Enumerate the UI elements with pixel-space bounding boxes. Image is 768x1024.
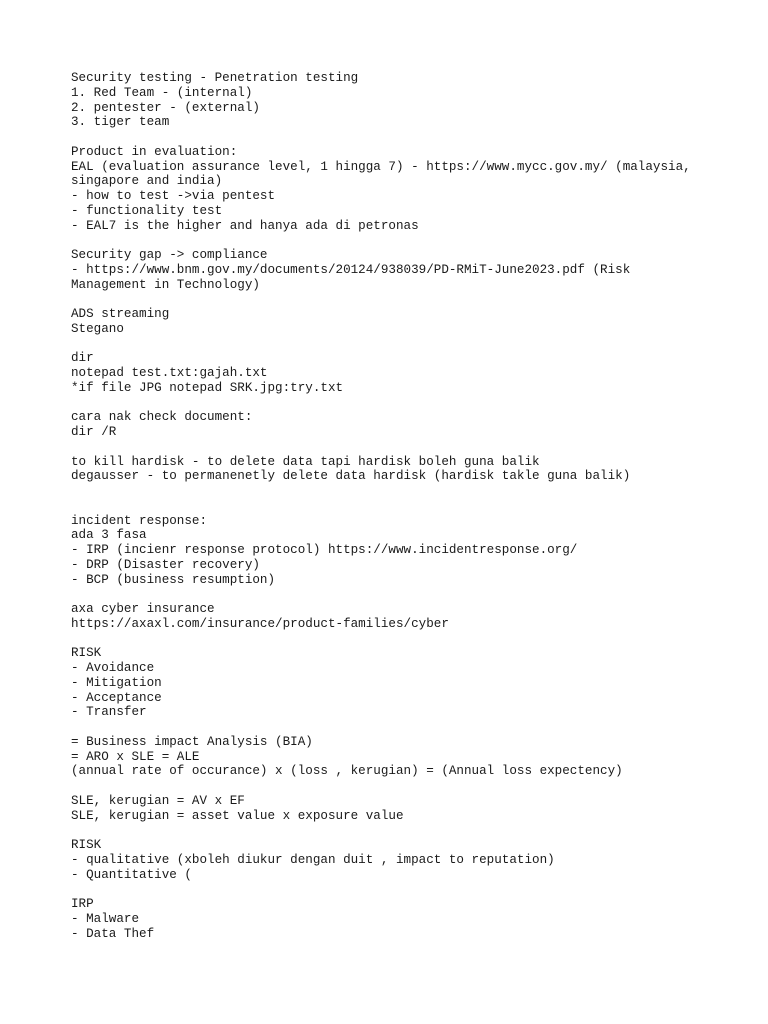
text-line: (annual rate of occurance) x (loss , kerugian) = (Annual loss expectency)	[71, 764, 623, 779]
text-line: - how to test ->via pentest	[71, 189, 276, 203]
text-line: Security testing - Penetration testing	[71, 71, 359, 85]
text-line: RISK	[71, 646, 102, 661]
text-line: - Malware	[71, 911, 140, 926]
text-line: notepad test.txt:gajah.txt	[71, 366, 268, 380]
blank-line	[71, 882, 751, 897]
text-line: - Mitigation	[71, 675, 162, 690]
document-page	[71, 71, 751, 941]
text-line: = ARO x SLE = ALE	[71, 749, 200, 764]
blank-line	[71, 292, 751, 307]
text-line: ada 3 fasa	[71, 528, 147, 543]
text-line: incident response:	[71, 513, 208, 528]
text-line: IRP	[71, 897, 94, 911]
text-line: cara nak check document:	[71, 410, 253, 425]
blank-line	[71, 337, 751, 352]
text-line: SLE, kerugian = asset value x exposure value	[71, 808, 404, 823]
text-line: - Transfer	[71, 705, 147, 720]
blank-line	[71, 484, 751, 499]
text-line: Management in Technology)	[71, 277, 260, 292]
text-line: - Data Thef	[71, 926, 155, 941]
blank-line	[71, 499, 751, 514]
text-line: - BCP (business resumption)	[71, 572, 276, 587]
text-line: SLE, kerugian = AV x EF	[71, 793, 245, 808]
text-line: *if file JPG notepad SRK.jpg:try.txt	[71, 380, 344, 395]
text-line: dir	[71, 351, 94, 366]
blank-line	[71, 632, 751, 647]
text-line: Security gap -> compliance	[71, 248, 268, 262]
text-line: - Avoidance	[71, 661, 155, 675]
blank-line	[71, 587, 751, 602]
text-line: 1. Red Team - (internal)	[71, 85, 253, 100]
text-line: singapore and india)	[71, 174, 223, 189]
text-line: dir /R	[71, 425, 117, 439]
text-line: https://axaxl.com/insurance/product-families/cyber	[71, 616, 449, 631]
text-line: - IRP (incienr response protocol) https://www.incidentresponse.org/	[71, 543, 578, 557]
text-line: degausser - to permanenetly delete data hardisk (hardisk takle guna balik)	[71, 469, 631, 484]
text-line: 2. pentester - (external)	[71, 100, 260, 115]
text-line: - DRP (Disaster recovery)	[71, 557, 260, 572]
text-line: EAL (evaluation assurance level, 1 hingga 7) - https://www.mycc.gov.my/ (malaysia,	[71, 159, 691, 174]
text-line: Product in evaluation:	[71, 144, 238, 159]
text-line: - https://www.bnm.gov.my/documents/20124/938039/PD-RMiT-June2023.pdf (Risk	[71, 262, 631, 277]
text-line: ADS streaming	[71, 307, 170, 321]
blank-line	[71, 720, 751, 735]
text-line: 3. tiger team	[71, 115, 170, 130]
blank-line	[71, 440, 751, 455]
text-line: to kill hardisk - to delete data tapi hardisk boleh guna balik	[71, 454, 540, 469]
text-line: - qualitative (xboleh diukur dengan duit , impact to reputation)	[71, 852, 555, 867]
text-line: axa cyber insurance	[71, 602, 215, 616]
blank-line	[71, 233, 751, 248]
text-line: = Business impact Analysis (BIA)	[71, 734, 313, 749]
text-line: RISK	[71, 838, 102, 852]
blank-line	[71, 396, 751, 411]
text-line: - functionality test	[71, 203, 223, 218]
blank-line	[71, 130, 751, 145]
text-line: Stegano	[71, 321, 124, 336]
text-line: - Acceptance	[71, 690, 162, 705]
text-line: - Quantitative (	[71, 867, 192, 882]
blank-line	[71, 823, 751, 838]
text-line: - EAL7 is the higher and hanya ada di petronas	[71, 218, 419, 233]
blank-line	[71, 779, 751, 794]
